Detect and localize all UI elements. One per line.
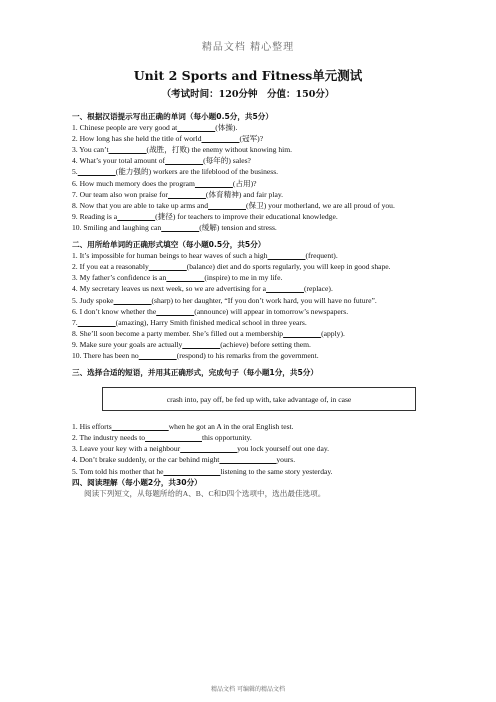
answer-blank: [202, 134, 240, 143]
document-body: [72, 111, 424, 499]
answer-blank: [266, 284, 304, 293]
s1-question-2: 2. How long has she held the title of world (冠军)?: [72, 134, 264, 144]
answer-blank: [166, 273, 204, 282]
answer-blank: [208, 201, 246, 210]
answer-blank: [149, 262, 187, 271]
answer-blank: [268, 251, 306, 260]
answer-blank: [139, 351, 177, 360]
s2-question-2: 2. If you eat a reasonably (balance) diet and do sports regularly, you will keep in good shape.: [72, 262, 391, 272]
s2-question-9: 9. Make sure your goals are actually (achieve) before setting them.: [72, 339, 311, 349]
s1-question-8: 8. Now that you are able to take up arms and (保卫) your motherland, we are all proud of you.: [72, 200, 395, 210]
answer-blank: [180, 444, 237, 453]
s2-question-1: 1. It’s impossible for human beings to hear waves of such a high (frequent).: [72, 251, 338, 261]
phrase-box: [102, 387, 416, 411]
answer-blank: [283, 329, 321, 338]
s2-question-10: 10. There has been no (respond) to his remarks from the government.: [72, 350, 319, 360]
s3-question-4: 4. Don’t brake suddenly, or the car behind might yours.: [72, 455, 296, 465]
answer-blank: [182, 340, 220, 349]
answer-blank: [109, 145, 147, 154]
page-header: 精品文档 精心整理: [201, 42, 295, 53]
s1-question-4: 4. What’s your total amount of (每年的) sales?: [72, 156, 251, 166]
answer-blank: [112, 422, 169, 431]
answer-blank: [164, 467, 221, 476]
phrase-list: crash into, pay off, be fed up with, take advantage of, in case: [166, 394, 352, 404]
document-title: Unit 2 Sports and Fitness单元测试: [133, 68, 363, 83]
section-2-heading: 二、用所给单词的正确形式填空（每小题0.5分，共5分）: [72, 240, 266, 250]
answer-blank: [117, 212, 155, 221]
answer-blank: [161, 223, 199, 232]
reading-instruction: 阅读下列短文，从每题所给的A、B、C和D四个选项中，选出最佳选项。: [84, 488, 326, 498]
s2-question-4: 4. My secretary leaves us next week, so we are advertising for a (replace).: [72, 284, 333, 294]
s3-question-1: 1. His efforts when he got an A in the oral English test.: [72, 422, 294, 432]
section-4-heading: 四、阅读理解（每小题2分，共30分）: [72, 477, 202, 487]
answer-blank: [78, 167, 116, 176]
s1-question-5: 5. (能力强的) workers are the lifeblood of the business.: [72, 167, 279, 177]
exam-info: （考试时间：120分钟 分值：150分）: [161, 89, 335, 100]
page-footer: 精品文档 可编辑的精品文档: [211, 686, 285, 693]
s1-question-9: 9. Reading is a (捷径) for teachers to improve their educational knowledge.: [72, 211, 338, 221]
section-3-heading: 三、选择合适的短语，并用其正确形式，完成句子（每小题1分，共5分）: [72, 368, 318, 378]
s2-question-7: 7. (amazing), Harry Smith finished medical school in three years.: [72, 317, 307, 327]
answer-blank: [177, 123, 215, 132]
s2-question-5: 5. Judy spoke (sharp) to her daughter, “If you don’t work hard, you will have no future”.: [72, 295, 377, 305]
s3-question-3: 3. Leave your key with a neighbour you lock yourself out one day.: [72, 444, 330, 454]
answer-blank: [168, 190, 206, 199]
s2-question-8: 8. She’ll soon become a party member. She’s filled out a membership (apply).: [72, 328, 345, 338]
answer-blank: [195, 179, 233, 188]
s1-question-10: 10. Smiling and laughing can (缓解) tension and stress.: [72, 222, 277, 232]
s3-question-2: 2. The industry needs to this opportunity.: [72, 433, 252, 443]
s2-question-6: 6. I don’t know whether the (announce) will appear in tomorrow’s newspapers.: [72, 306, 349, 316]
answer-blank: [145, 433, 202, 442]
answer-blank: [219, 455, 276, 464]
answer-blank: [156, 307, 194, 316]
s1-question-3: 3. You can’t (战胜，打败) the enemy without knowing him.: [72, 145, 293, 155]
answer-blank: [114, 296, 152, 305]
answer-blank: [78, 318, 116, 327]
s1-question-6: 6. How much memory does the program (占用)?: [72, 178, 257, 188]
s3-question-5: 5. Tom told his mother that he listening to the same story yesterday.: [72, 466, 333, 476]
s1-question-1: 1. Chinese people are very good at (体操).: [72, 123, 238, 133]
section-1-heading: 一、根据汉语提示写出正确的单词（每小题0.5分，共5分）: [72, 112, 273, 121]
answer-blank: [165, 156, 203, 165]
s2-question-3: 3. My father’s confidence is an (inspire) to me in my life.: [72, 273, 283, 283]
s1-question-7: 7. Our team also won praise for (体育精神) and fair play.: [72, 189, 284, 199]
